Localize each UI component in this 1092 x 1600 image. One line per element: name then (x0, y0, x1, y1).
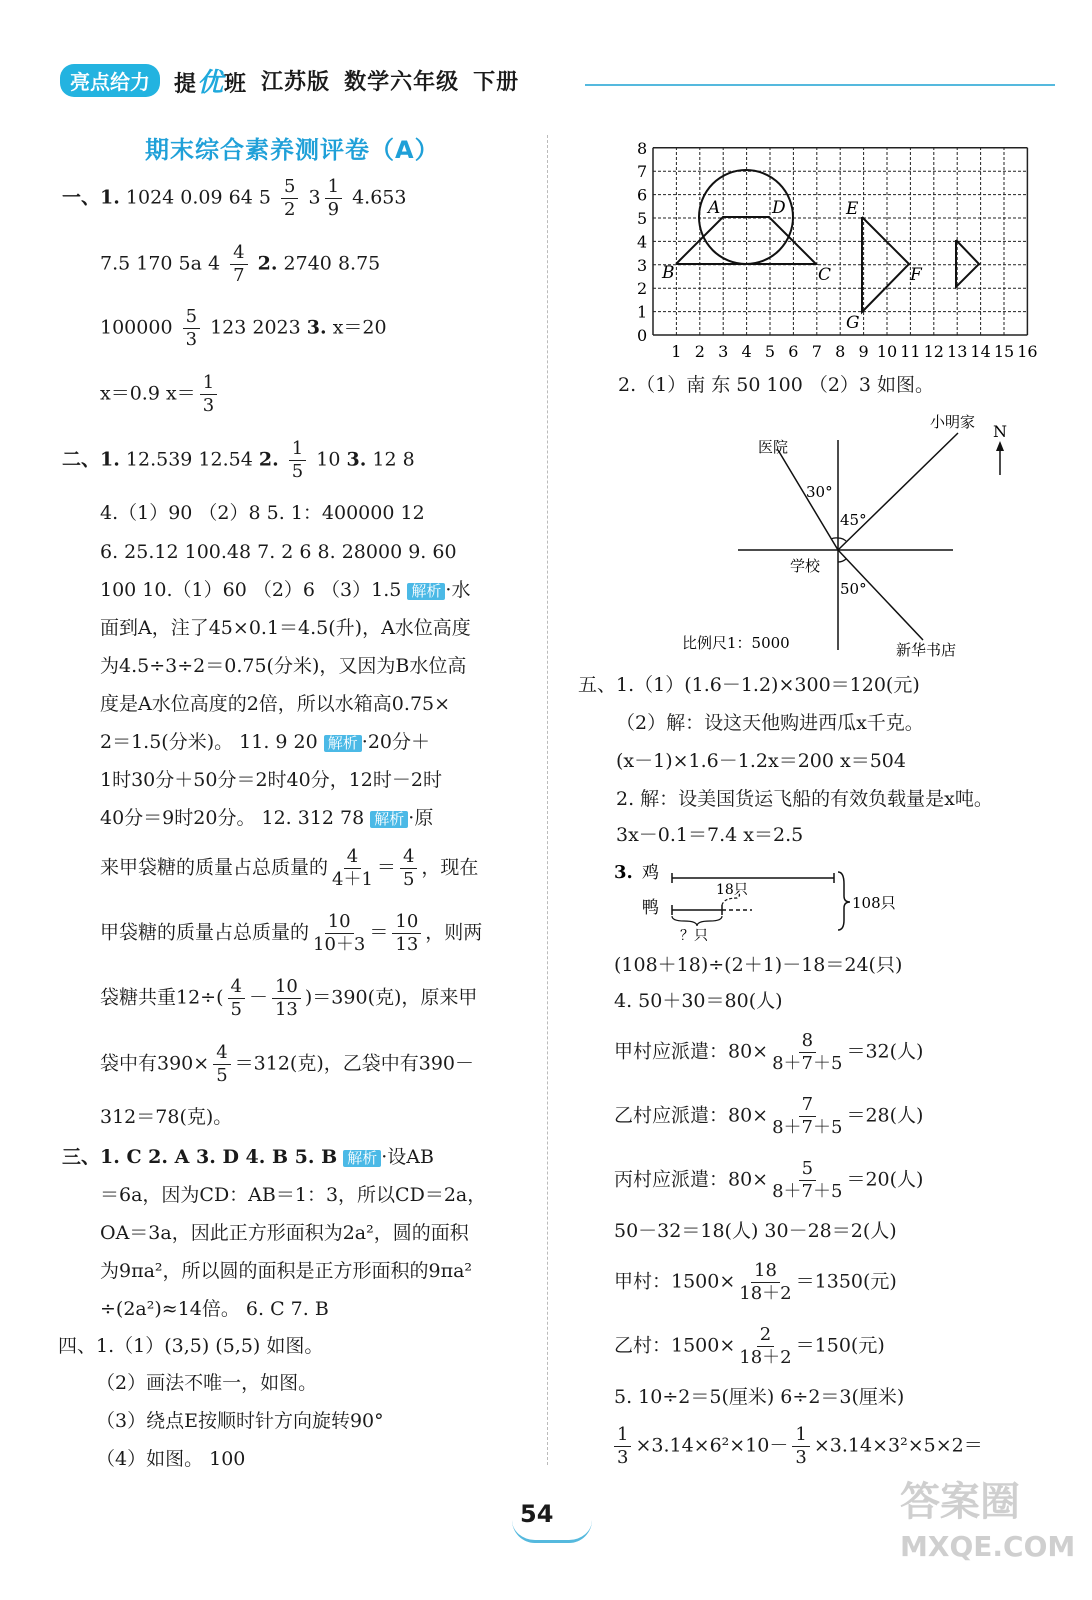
series-you: 优 (197, 67, 225, 98)
question-number: 3. (306, 316, 327, 339)
fraction (614, 1426, 631, 1467)
page-title: 期末综合素养测评卷（A） (145, 136, 440, 164)
x-tick-label: 1 (671, 342, 682, 361)
answer-text: ·水 (445, 579, 471, 601)
fraction (213, 1044, 230, 1085)
answer-text: ＝32(人) (846, 1040, 924, 1063)
answer-line (100, 308, 387, 349)
y-tick-label: 8 (637, 138, 648, 158)
answer-line (100, 244, 380, 285)
angle-50: 50° (840, 580, 867, 598)
fraction (200, 374, 217, 415)
answer-line (610, 1426, 983, 1467)
x-tick-label: 6 (788, 342, 799, 361)
answer-text: 甲村：1500× (614, 1270, 736, 1293)
point-label-g: G (846, 313, 860, 333)
right-column (548, 0, 1092, 1600)
fraction (392, 913, 421, 954)
numerator: 1 (614, 1426, 631, 1447)
answer-text: 袋糖共重12÷( (100, 986, 224, 1009)
point-label-b: B (662, 263, 675, 283)
numerator: 10 (325, 913, 354, 934)
segment-diagram (612, 858, 912, 943)
answer-line: (x－1)×1.6－1.2x＝200 x＝504 (616, 750, 906, 772)
watermark-url: MXQE.COM (900, 1530, 1076, 1563)
brand-badge: 亮点给力 (60, 64, 160, 97)
numerator: 1 (325, 178, 342, 199)
answer-line: 面到A，注了45×0.1＝4.5(升)，A水位高度 (100, 617, 471, 639)
denominator: 5 (402, 869, 415, 890)
denominator: 4＋1 (332, 869, 373, 890)
page-number-swirl (512, 1520, 592, 1543)
answer-text: x＝0.9 x＝ (100, 382, 196, 405)
fraction (772, 1160, 842, 1201)
answer-line (100, 848, 478, 889)
denominator: 9 (327, 199, 340, 220)
answer-text: ＝ (369, 921, 389, 944)
answer-text: ＝1350(元) (795, 1270, 897, 1293)
brace-total (838, 872, 850, 930)
answer-text: 3 (308, 186, 321, 209)
answer-text: ＝150(元) (795, 1334, 885, 1357)
answer-line: 50－32＝18(人) 30－28＝2(人) (614, 1220, 897, 1242)
denominator: 3 (795, 1447, 807, 1468)
answer-text: 甲村应派遣：80× (614, 1040, 769, 1063)
x-tick-label: 5 (764, 342, 776, 361)
answer-line: 2. 解：设美国货运飞船的有效负载量是x吨。 (616, 788, 993, 810)
answer-text: 2＝1.5(分米)。 11. 9 20 (100, 731, 318, 753)
answer-line: ÷(2a²)≈14倍。 6. C 7. B (100, 1298, 329, 1320)
answer-text: ·设AB (381, 1146, 434, 1168)
answer-line: ＝6a，因为CD：AB＝1：3，所以CD＝2a， (100, 1184, 487, 1206)
answer-line: 度是A水位高度的2倍，所以水箱高0.75× (100, 693, 451, 715)
direction-map (668, 405, 1028, 660)
y-tick-label: 1 (637, 302, 648, 322)
denominator: 13 (274, 999, 298, 1020)
answer-line: （4）如图。 100 (96, 1448, 246, 1470)
answer-text: x＝20 (332, 316, 387, 339)
series-ban: 班 (224, 71, 248, 97)
answer-line (62, 178, 406, 219)
answer-text: 来甲袋糖的质量占总质量的 (100, 856, 329, 879)
x-tick-label: 10 (876, 342, 898, 361)
fraction (400, 848, 417, 889)
fraction (772, 1096, 842, 1137)
answer-line: 为4.5÷3÷2＝0.75(分米)，又因为B水位高 (100, 655, 467, 677)
bookstore-label: 新华书店 (896, 641, 957, 659)
north-label: N (993, 422, 1007, 441)
answer-text: ＝312(克)，乙袋中有390－ (234, 1052, 474, 1075)
point-label-e: E (846, 199, 859, 219)
subject: 数学六年级 (344, 69, 460, 95)
x-tick-label: 3 (718, 342, 729, 361)
y-tick-label: 7 (637, 162, 648, 182)
answer-text: 7.5 170 5a 4 (100, 252, 221, 275)
analysis-tag: 解析 (370, 811, 408, 828)
x-tick-label: 13 (947, 342, 968, 361)
fraction (230, 244, 247, 285)
numerator: 10 (392, 913, 421, 934)
numerator: 5 (183, 308, 200, 329)
answer-text: 甲袋糖的质量占总质量的 (100, 921, 310, 944)
answer-line (62, 440, 415, 481)
series-ti: 提 (174, 71, 198, 97)
answer-text: 12 8 (372, 448, 415, 471)
answer-line: 6. 25.12 100.48 7. 2 6 8. 28000 9. 60 (100, 541, 457, 563)
x-tick-label: 9 (858, 342, 869, 361)
numerator: 8 (799, 1032, 816, 1053)
numerator: 4 (230, 244, 247, 265)
angle-arc (831, 538, 838, 539)
answer-line: （2）画法不唯一，如图。 (96, 1372, 318, 1394)
answer-text: ×3.14×3²×5×2＝ (813, 1434, 983, 1457)
school-label: 学校 (790, 557, 821, 575)
numerator: 4 (213, 1044, 230, 1065)
denominator: 18＋2 (739, 1283, 792, 1304)
analysis-tag: 解析 (343, 1150, 381, 1167)
x-tick-label: 8 (835, 342, 846, 361)
numerator: 5 (281, 178, 298, 199)
answer-line: 2.（1）南 东 50 100 （2）3 如图。 (618, 374, 935, 396)
answer-text: 123 2023 (210, 316, 301, 339)
numerator: 4 (344, 848, 361, 869)
answer-line: 1时30分＋50分＝2时40分，12时－2时 (100, 769, 442, 791)
denominator: 8＋7＋5 (772, 1053, 843, 1074)
answer-line: OA＝3a，因此正方形面积为2a²，圆的面积 (100, 1222, 469, 1244)
page-number: 54 (520, 1500, 554, 1528)
denominator: 5 (216, 1065, 228, 1086)
answer-line (100, 374, 221, 415)
x-tick-label: 4 (741, 342, 752, 361)
answer-text: ×3.14×6²×10－ (635, 1434, 789, 1457)
fraction (772, 1032, 842, 1073)
denominator: 5 (291, 461, 304, 482)
answer-line: 3x－0.1＝7.4 x＝2.5 (616, 824, 804, 846)
y-tick-label: 0 (637, 326, 648, 345)
answer-line (614, 1326, 885, 1367)
answer-line (614, 1160, 923, 1201)
point-label-a: A (708, 198, 721, 218)
answer-line: 4. 50＋30＝80(人) (614, 990, 783, 1012)
y-tick-label: 6 (637, 185, 648, 205)
denominator: 8＋7＋5 (772, 1181, 843, 1202)
section-2: 二、1. (62, 448, 120, 471)
answer-text: ，则两 (425, 921, 483, 944)
route-home (838, 433, 958, 550)
numerator: 4 (228, 978, 245, 999)
fraction (332, 848, 373, 889)
fraction (792, 1426, 809, 1467)
x-tick-label: 15 (993, 342, 1015, 361)
hospital-label: 医院 (758, 438, 789, 456)
denominator: 3 (185, 329, 198, 350)
numerator: 1 (289, 440, 306, 461)
point-label-d: D (772, 198, 786, 218)
answer-line: (108＋18)÷(2＋1)－18＝24(只) (614, 954, 903, 976)
question-number: 2. (258, 448, 279, 471)
section-1: 一、1. (62, 186, 120, 209)
fraction (289, 440, 306, 481)
answer-text: 100000 (100, 316, 173, 339)
fraction (228, 978, 245, 1019)
duck-label: 鸭 (642, 898, 659, 918)
fraction (739, 1262, 791, 1303)
edition: 江苏版 (261, 69, 331, 95)
answer-line: （2）解：设这天他购进西瓜x千克。 (616, 712, 924, 734)
numerator: 5 (799, 1160, 816, 1181)
answer-line: 四、1.（1）(3,5) (5,5) 如图。 (58, 1335, 324, 1357)
question-number: 3. (614, 862, 633, 883)
answer-line: 五、1.（1）(1.6－1.2)×300＝120(元) (578, 674, 920, 696)
denominator: 13 (395, 934, 419, 955)
numerator: 7 (799, 1096, 816, 1117)
numerator: 4 (400, 848, 417, 869)
angle-arc (838, 538, 847, 542)
answer-text: 丙村应派遣：80× (614, 1168, 769, 1191)
denominator: 3 (202, 395, 215, 416)
x-tick-label: 11 (900, 342, 921, 361)
angle-arc (838, 559, 846, 562)
answer-line (100, 581, 470, 600)
answer-line: 4.（1）90 （2）8 5. 1：400000 12 (100, 502, 425, 524)
y-tick-label: 5 (637, 209, 648, 228)
scale-label: 比例尺1：5000 (682, 634, 790, 652)
analysis-tag: 解析 (324, 735, 362, 752)
fraction (313, 913, 365, 954)
answer-text: ·原 (408, 807, 434, 829)
answer-line (100, 913, 482, 954)
angle-45: 45° (840, 511, 867, 529)
answer-text: 1024 0.09 64 5 (125, 186, 271, 209)
chicken-label: 鸡 (642, 863, 659, 883)
point-label-c: C (818, 265, 832, 285)
answer-text: 40分＝9时20分。 12. 312 78 (100, 807, 365, 829)
question-number: 2. (257, 252, 278, 275)
watermark-logo: 答案圈 (900, 1479, 1020, 1525)
label-question: ？只 (680, 928, 708, 943)
fraction (739, 1326, 791, 1367)
point-label-f: F (910, 265, 922, 285)
answer-text: ＝20(人) (846, 1168, 924, 1191)
answer-line (62, 1148, 434, 1167)
fraction (272, 978, 301, 1019)
x-tick-label: 7 (811, 342, 822, 361)
denominator: 7 (233, 265, 245, 286)
answer-text: 100 10.（1）60 （2）6 （3）1.5 (100, 579, 402, 601)
section-3: 三、1. C 2. A 3. D 4. B 5. B (62, 1146, 338, 1168)
answer-line: （3）绕点E按顺时针方向旋转90° (96, 1410, 384, 1432)
brace-question (672, 916, 722, 926)
fraction (281, 178, 298, 219)
answer-line (100, 1044, 474, 1085)
volume: 下册 (473, 69, 520, 95)
analysis-tag: 解析 (407, 583, 445, 600)
answer-line: 为9πa²，所以圆的面积是正方形面积的9πa² (100, 1260, 473, 1282)
answer-line (100, 809, 433, 828)
numerator: 1 (792, 1426, 809, 1447)
numerator: 1 (200, 374, 217, 395)
numerator: 2 (757, 1326, 774, 1347)
answer-line (614, 1032, 923, 1073)
denominator: 8＋7＋5 (772, 1117, 843, 1138)
answer-line: 312＝78(克)。 (100, 1106, 233, 1128)
denominator: 10＋3 (313, 934, 366, 955)
answer-line (100, 978, 477, 1019)
denominator: 3 (617, 1447, 629, 1468)
answer-line: 5. 10÷2＝5(厘米) 6÷2＝3(厘米) (614, 1386, 905, 1408)
label-18: 18只 (716, 882, 748, 898)
label-total: 108只 (852, 894, 896, 912)
answer-line (100, 733, 430, 752)
angle-30: 30° (806, 483, 833, 501)
denominator: 5 (230, 999, 242, 1020)
numerator: 10 (272, 978, 301, 999)
north-arrow-head (996, 441, 1004, 451)
x-tick-label: 12 (923, 342, 944, 361)
answer-line (614, 1096, 923, 1137)
fraction (325, 178, 342, 219)
answer-text: ，现在 (421, 856, 479, 879)
answer-text: 乙村：1500× (614, 1334, 736, 1357)
y-tick-label: 2 (637, 279, 648, 299)
answer-text: ＝ (376, 856, 396, 879)
answer-text: )＝390(克)，原来甲 (304, 986, 478, 1009)
answer-text: 袋中有390× (100, 1052, 210, 1075)
home-label: 小明家 (930, 413, 976, 431)
denominator: 2 (283, 199, 296, 220)
answer-text: 4.653 (352, 186, 407, 209)
x-tick-label: 2 (694, 342, 705, 361)
answer-text: 12.539 12.54 (125, 448, 253, 471)
x-tick-label: 14 (970, 342, 991, 361)
y-tick-label: 3 (637, 255, 648, 275)
answer-text: ·20分＋ (361, 731, 431, 753)
denominator: 18＋2 (739, 1347, 792, 1368)
answer-text: 10 (316, 448, 341, 471)
x-tick-label: 16 (1017, 342, 1038, 361)
answer-text: ＝28(人) (846, 1104, 924, 1127)
answer-text: 乙村应派遣：80× (614, 1104, 769, 1127)
y-tick-label: 4 (637, 232, 648, 252)
numerator: 18 (751, 1262, 780, 1283)
answer-text: 2740 8.75 (283, 252, 381, 275)
answer-line (614, 1262, 897, 1303)
answer-text: － (248, 986, 268, 1009)
fraction (183, 308, 200, 349)
question-number: 3. (346, 448, 367, 471)
